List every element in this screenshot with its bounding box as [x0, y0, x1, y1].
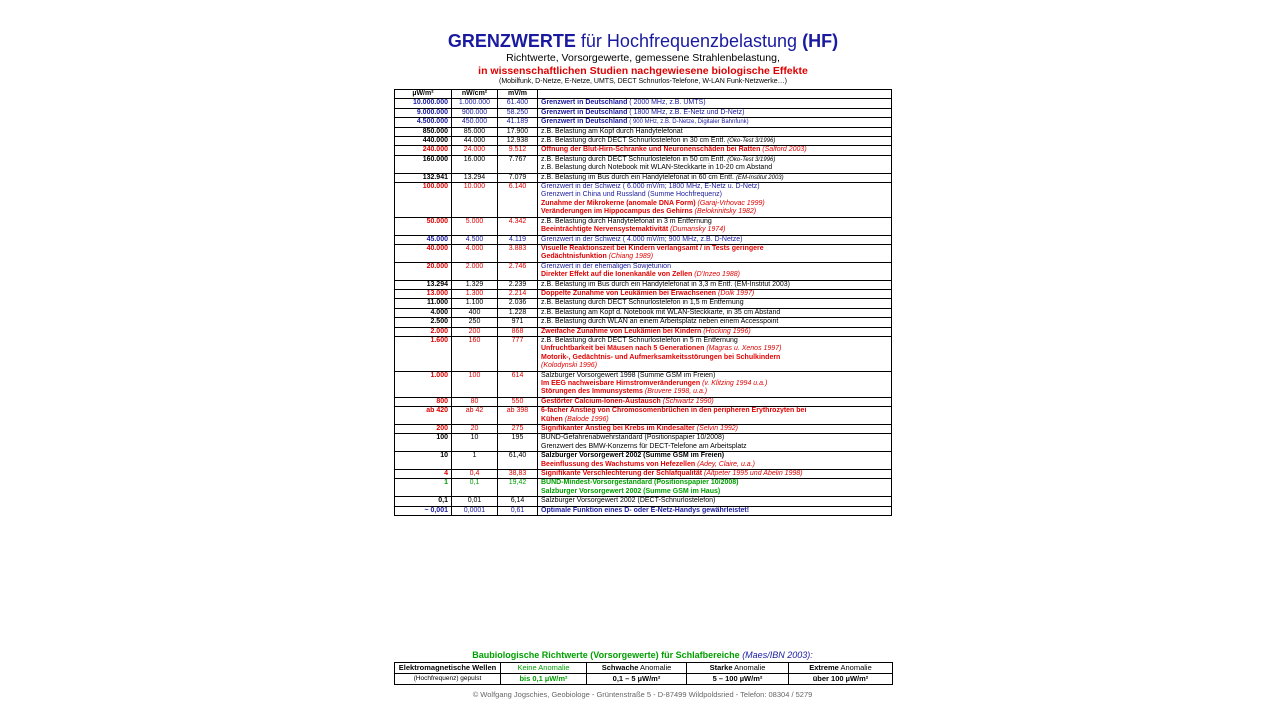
description-text: (Salford 2003) [762, 146, 807, 154]
value-mv-m: 4.119 [498, 235, 538, 244]
value-mv-m: 12.938 [498, 137, 538, 146]
description-text: ( 2000 MHz, z.B. UMTS) [629, 99, 706, 107]
value-nw-cm2: 5.000 [452, 217, 498, 235]
description-text: (Dumansky 1974) [670, 226, 726, 234]
baubio-title-text: Baubiologische Richtwerte (Vorsorgewerte) für Schlafbereiche [472, 650, 743, 660]
value-nw-cm2: 24.000 [452, 146, 498, 155]
value-nw-cm2: 10 [452, 434, 498, 452]
description-text: Grenzwert in Deutschland [541, 118, 630, 126]
description-text: Grenzwert in der ehemaligen Sowjetunion [541, 262, 671, 270]
description-text: Veränderungen im Hippocampus des Gehirns [541, 208, 695, 216]
header-nw-cm2: nW/cm² [452, 90, 498, 99]
description-text: ( 1800 MHz, z.B. E-Netz und D-Netz) [629, 108, 745, 116]
value-nw-cm2: 450.000 [452, 118, 498, 127]
value-nw-cm2: 200 [452, 327, 498, 336]
value-uw-m2: 10 [395, 452, 452, 470]
table-row [395, 434, 892, 452]
subtitle-line3: (Mobilfunk, D-Netze, E-Netze, UMTS, DECT Schnurlos-Telefone, W-LAN Funk-Netzwerke…) [499, 78, 787, 85]
description-text: Im EEG nachweisbare Hirnstromveränderungen [541, 380, 703, 387]
description-text: Zunahme der Mikrokerne (anomale DNA Form) [541, 199, 698, 207]
value-mv-m: 1.228 [498, 308, 538, 317]
description-cell [538, 407, 892, 425]
limits-table [394, 89, 892, 516]
value-mv-m: ab 398 [498, 407, 538, 425]
value-nw-cm2: 2.000 [452, 262, 498, 280]
table-row [395, 299, 892, 308]
baubio-cat-word: Starke [709, 663, 733, 672]
value-nw-cm2: 400 [452, 308, 498, 317]
value-nw-cm2: 20 [452, 425, 498, 434]
table-row [395, 155, 892, 173]
table-row [395, 235, 892, 244]
value-uw-m2: 4.500.000 [395, 118, 452, 127]
table-row [395, 506, 892, 515]
value-uw-m2: 10.000.000 [395, 99, 452, 108]
baubio-title [394, 650, 891, 660]
value-nw-cm2: 1.000.000 [452, 99, 498, 108]
description-cell [538, 371, 892, 397]
table-row [395, 173, 892, 182]
description-cell [538, 434, 892, 452]
value-mv-m: 3.883 [498, 244, 538, 262]
table-row [395, 289, 892, 298]
baubio-cat-word: Schwache [601, 663, 639, 672]
description-cell [538, 318, 892, 327]
description-cell [538, 336, 892, 371]
table-row [395, 183, 892, 218]
description-text: (Balode 1996) [564, 415, 609, 423]
description-text: Beeinträchtigte Nervensystemaktivität [541, 226, 671, 234]
value-nw-cm2: 1.300 [452, 289, 498, 298]
description-cell [538, 425, 892, 434]
description-text: Unfruchtbarkeit bei Mäusen nach 5 Generationen [541, 345, 707, 353]
description-cell [538, 235, 892, 244]
baubio-label-bottom: (Hochfrequenz) gepulst [395, 674, 501, 685]
value-uw-m2: 9.000.000 [395, 108, 452, 117]
description-text: BUND-Gefahrenabwehrstandard (Positionspapier 10/2008) [541, 434, 725, 442]
description-cell [538, 99, 892, 108]
value-uw-m2: 200 [395, 425, 452, 434]
description-cell [538, 479, 892, 497]
value-nw-cm2: 0,4 [452, 470, 498, 479]
value-uw-m2: 45.000 [395, 235, 452, 244]
value-uw-m2: 11.000 [395, 299, 452, 308]
table-row [395, 99, 892, 108]
baubio-value-schwache: 0,1 – 5 µW/m² [587, 674, 687, 685]
value-nw-cm2: 160 [452, 336, 498, 371]
description-cell [538, 470, 892, 479]
description-text: z.B. Belastung durch DECT Schnurlostelefon in 1,5 m Entfernung [541, 299, 744, 307]
value-mv-m: 550 [498, 397, 538, 406]
value-mv-m: 6,14 [498, 497, 538, 506]
description-cell [538, 173, 892, 182]
description-text: Öffnung der Blut-Hirn-Schranke und Neuronenschäden bei Ratten [541, 146, 763, 154]
description-cell [538, 108, 892, 117]
table-header-row [395, 90, 892, 99]
value-mv-m: 614 [498, 371, 538, 397]
value-nw-cm2: 85.000 [452, 127, 498, 136]
description-cell [538, 280, 892, 289]
header-mv-m: mV/m [498, 90, 538, 99]
description-text: Signifikante Verschlechterung der Schlafqualität [541, 470, 704, 478]
baubio-row-categories [395, 663, 893, 674]
description-text: z.B. Belastung durch DECT Schnurlostelefon in 5 m Entfernung [541, 336, 738, 344]
value-mv-m: 2.214 [498, 289, 538, 298]
table-row [395, 425, 892, 434]
value-nw-cm2: 4.500 [452, 235, 498, 244]
description-text: (Magras u. Xenos 1997) [706, 345, 782, 353]
description-text: Salzburger Vorsorgewert 2002 (Summe GSM im Haus) [541, 487, 721, 495]
value-mv-m: 777 [498, 336, 538, 371]
description-text: z.B. Belastung durch Notebook mit WLAN-Steckkarte in 10-20 cm Abstand [541, 164, 773, 172]
value-nw-cm2: 1 [452, 452, 498, 470]
description-text: z.B. Belastung am Kopf durch Handytelefonat [541, 127, 683, 135]
description-text: z.B. Belastung durch DECT Schnurlostelefon in 50 cm Entf. [541, 155, 728, 163]
baubio-cat-extreme [789, 663, 893, 674]
description-cell [538, 217, 892, 235]
value-uw-m2: 40.000 [395, 244, 452, 262]
value-mv-m: 6.140 [498, 183, 538, 218]
description-text: (Adey, Claire, u.a.) [697, 460, 755, 468]
baubio-value-keine: bis 0,1 µW/m² [501, 674, 587, 685]
value-nw-cm2: 1.329 [452, 280, 498, 289]
description-cell [538, 244, 892, 262]
table-row [395, 217, 892, 235]
value-mv-m: 17.900 [498, 127, 538, 136]
table-row [395, 371, 892, 397]
table-row [395, 280, 892, 289]
value-nw-cm2: 1.100 [452, 299, 498, 308]
description-text: (Öko-Test 3/1996) [727, 156, 776, 163]
value-mv-m: 38,83 [498, 470, 538, 479]
header-description [538, 90, 892, 99]
table-row [395, 479, 892, 497]
value-mv-m: 7.767 [498, 155, 538, 173]
description-text: Salzburger Vorsorgewert 2002 (Summe GSM im Freien) [541, 452, 725, 460]
value-mv-m: 7.079 [498, 173, 538, 182]
table-row [395, 407, 892, 425]
description-cell [538, 183, 892, 218]
description-text: ( 900 MHz, z.B. D-Netze, Digitaler Bahnfunk) [629, 119, 749, 126]
description-text: z.B. Belastung im Bus durch ein Handytelefonat in 60 cm Entf. [541, 173, 736, 181]
value-mv-m: 61,40 [498, 452, 538, 470]
baubio-cat-rest: Anomalie [732, 663, 766, 672]
table-row [395, 137, 892, 146]
value-mv-m: 9.512 [498, 146, 538, 155]
description-text: Direkter Effekt auf die Ionenkanäle von Zellen [541, 271, 695, 279]
description-text: Grenzwert in Deutschland [541, 99, 630, 107]
table-row [395, 244, 892, 262]
table-row [395, 118, 892, 127]
description-text: z.B. Belastung durch DECT Schnurlostelefon in 30 cm Entf. [541, 137, 728, 145]
baubio-cat-keine [501, 663, 587, 674]
description-text: (Altpeter 1995 und Abelin 1998) [704, 470, 803, 478]
table-row [395, 327, 892, 336]
value-nw-cm2: 0,01 [452, 497, 498, 506]
footer-credit: © Wolfgang Jogschies, Geobiologe - Grüntenstraße 5 - D-87499 Wildpoldsried - Telefon: 08304 / 5279 [472, 690, 813, 699]
value-mv-m: 868 [498, 327, 538, 336]
description-cell [538, 397, 892, 406]
value-mv-m: 61.400 [498, 99, 538, 108]
description-text: Salzburger Vorsorgewert 1998 (Summe GSM im Freien) [541, 371, 716, 379]
description-text: Motorik-, Gedächtnis- und Aufmerksamkeitsstörungen bei Schulkindern [541, 353, 781, 361]
value-uw-m2: 850.000 [395, 127, 452, 136]
table-row [395, 397, 892, 406]
table-row [395, 318, 892, 327]
description-cell [538, 289, 892, 298]
description-cell [538, 299, 892, 308]
value-uw-m2: 2.000 [395, 327, 452, 336]
baubio-value-extreme: über 100 µW/m² [789, 674, 893, 685]
description-text: Signifikanter Anstieg bei Krebs im Kindesalter [541, 425, 697, 433]
value-mv-m: 58.250 [498, 108, 538, 117]
value-mv-m: 2.239 [498, 280, 538, 289]
baubio-table [394, 662, 893, 685]
table-row [395, 470, 892, 479]
value-uw-m2: 2.500 [395, 318, 452, 327]
value-mv-m: 195 [498, 434, 538, 452]
value-uw-m2: 100 [395, 434, 452, 452]
description-cell [538, 127, 892, 136]
value-uw-m2: 4 [395, 470, 452, 479]
description-text: (Kolodynski 1996) [541, 362, 598, 370]
table-row [395, 108, 892, 117]
description-cell [538, 308, 892, 317]
value-mv-m: 2.036 [498, 299, 538, 308]
baubio-source: (Maes/IBN 2003): [742, 650, 813, 660]
description-cell [538, 137, 892, 146]
description-text: Gestörter Calcium-Ionen-Austausch [541, 397, 663, 405]
baubio-cat-word: Extreme [809, 663, 839, 672]
baubio-row-values [395, 674, 893, 685]
baubio-cat-rest: Anomalie [638, 663, 672, 672]
value-uw-m2: 13.000 [395, 289, 452, 298]
baubio-cat-word: Keine [517, 663, 537, 672]
page-title [393, 30, 893, 52]
description-text: (Belokrinitsky 1982) [694, 208, 757, 216]
description-cell [538, 155, 892, 173]
description-text: Salzburger Vorsorgewert 2002 (DECT-Schnurlostelefon) [541, 497, 716, 505]
value-nw-cm2: 0,0001 [452, 506, 498, 515]
document-header [393, 30, 893, 87]
value-mv-m: 0,61 [498, 506, 538, 515]
value-nw-cm2: 80 [452, 397, 498, 406]
description-text: z.B. Belastung im Bus durch ein Handytelefonat in 3,3 m Entf. (EM-Institut 2003) [541, 280, 791, 288]
description-text: z.B. Belastung durch WLAN an einem Arbeitsplatz neben einem Accesspoint [541, 318, 779, 326]
description-cell [538, 327, 892, 336]
value-nw-cm2: 100 [452, 371, 498, 397]
value-uw-m2: 20.000 [395, 262, 452, 280]
baubio-value-starke: 5 – 100 µW/m² [687, 674, 789, 685]
description-text: 6-facher Anstieg von Chromosomenbrüchen in den peripheren Erythrozyten bei [541, 407, 807, 415]
value-uw-m2: 160.000 [395, 155, 452, 173]
value-mv-m: 275 [498, 425, 538, 434]
value-nw-cm2: 10.000 [452, 183, 498, 218]
value-uw-m2: 800 [395, 397, 452, 406]
value-nw-cm2: 44.000 [452, 137, 498, 146]
description-text: Störungen des Immunsystems [541, 388, 645, 396]
value-uw-m2: 4.000 [395, 308, 452, 317]
description-text: Zweifache Zunahme von Leukämien bei Kindern [541, 327, 704, 335]
value-uw-m2: ~ 0,001 [395, 506, 452, 515]
subtitle-line2: in wissenschaftlichen Studien nachgewiesene biologische Effekte [478, 65, 808, 77]
value-nw-cm2: 16.000 [452, 155, 498, 173]
description-text: (Chiang 1989) [608, 253, 654, 261]
description-text: (Garaj-Vrhovac 1999) [697, 199, 765, 207]
title-grenzwerte: GRENZWERTE [447, 31, 576, 51]
value-uw-m2: 13.294 [395, 280, 452, 289]
title-middle: für Hochfrequenzbelastung [575, 31, 803, 51]
value-mv-m: 19,42 [498, 479, 538, 497]
description-text: (v. Klitzing 1994 u.a.) [702, 380, 768, 387]
baubio-cat-starke [687, 663, 789, 674]
description-cell [538, 497, 892, 506]
baubio-cat-rest: Anomalie [536, 663, 570, 672]
description-cell [538, 452, 892, 470]
value-uw-m2: 440.000 [395, 137, 452, 146]
value-uw-m2: 100.000 [395, 183, 452, 218]
description-text: z.B. Belastung am Kopf d. Notebook mit WLAN-Steckkarte, in 35 cm Abstand [541, 308, 781, 316]
value-uw-m2: 1.600 [395, 336, 452, 371]
table-row [395, 336, 892, 371]
description-text: (EM-Institut 2003) [735, 174, 784, 181]
description-text: Grenzwert in der Schweiz ( 6.000 mV/m; 1800 MHz, E-Netz u. D-Netz) [541, 183, 760, 191]
title-hf: (HF) [802, 31, 839, 51]
description-text: Optimale Funktion eines D- oder E-Netz-Handys gewährleistet! [541, 506, 750, 514]
description-text: Beeinflussung des Wachstums von Hefezellen [541, 460, 698, 468]
value-uw-m2: 1 [395, 479, 452, 497]
value-mv-m: 971 [498, 318, 538, 327]
baubio-label-top: Elektromagnetische Wellen [395, 663, 501, 674]
description-text: Grenzwert in der Schweiz ( 4.000 mV/m; 900 MHz, z.B. D-Netze) [541, 235, 743, 243]
description-text: Grenzwert des BMW-Konzerns für DECT-Telefone am Arbeitsplatz [541, 442, 747, 450]
table-row [395, 262, 892, 280]
value-uw-m2: 132.941 [395, 173, 452, 182]
value-uw-m2: 0,1 [395, 497, 452, 506]
table-row [395, 146, 892, 155]
description-text: Grenzwert in Deutschland [541, 108, 630, 116]
value-nw-cm2: 250 [452, 318, 498, 327]
table-row [395, 127, 892, 136]
value-nw-cm2: ab 42 [452, 407, 498, 425]
description-cell [538, 506, 892, 515]
description-text: Grenzwert in China und Russland (Summe Hochfrequenz) [541, 191, 722, 199]
description-text: Visuelle Reaktionszeit bei Kindern verlangsamt / in Tests geringere [541, 244, 764, 252]
value-uw-m2: 1.000 [395, 371, 452, 397]
description-text: (D'Inzeo 1988) [694, 271, 740, 279]
description-text: (Selvin 1992) [696, 425, 738, 433]
description-text: Gedächtnisfunktion [541, 253, 609, 261]
table-row [395, 452, 892, 470]
value-mv-m: 4.342 [498, 217, 538, 235]
description-text: (Hocking 1996) [703, 327, 751, 335]
value-uw-m2: ab 420 [395, 407, 452, 425]
description-cell [538, 262, 892, 280]
baubio-cat-rest: Anomalie [838, 663, 872, 672]
header-uw-m2: µW/m² [395, 90, 452, 99]
baubio-cat-schwache [587, 663, 687, 674]
value-nw-cm2: 4.000 [452, 244, 498, 262]
value-nw-cm2: 13.294 [452, 173, 498, 182]
table-body [395, 99, 892, 516]
value-mv-m: 2.746 [498, 262, 538, 280]
value-nw-cm2: 0,1 [452, 479, 498, 497]
value-nw-cm2: 900.000 [452, 108, 498, 117]
description-cell [538, 118, 892, 127]
description-text: (Schwartz 1990) [662, 397, 714, 405]
value-uw-m2: 50.000 [395, 217, 452, 235]
description-text: BUND-Mindest-Vorsorgestandard (Positionspapier 10/2008) [541, 479, 739, 487]
description-cell [538, 146, 892, 155]
table-row [395, 497, 892, 506]
value-mv-m: 41.189 [498, 118, 538, 127]
description-text: Kühen [541, 415, 565, 423]
table-row [395, 308, 892, 317]
description-text: (Öko-Test 3/1996) [727, 138, 776, 145]
description-text: z.B. Belastung durch Handytelefonat in 3 m Entfernung [541, 217, 712, 225]
subtitle-line1: Richtwerte, Vorsorgewerte, gemessene Strahlenbelastung, [506, 52, 780, 64]
value-uw-m2: 240.000 [395, 146, 452, 155]
description-text: Doppelte Zunahme von Leukämien bei Erwachsenen [541, 289, 718, 297]
description-text: (Dolk 1997) [718, 289, 755, 297]
description-text: (Bruvere 1998, u.a.) [644, 388, 708, 396]
